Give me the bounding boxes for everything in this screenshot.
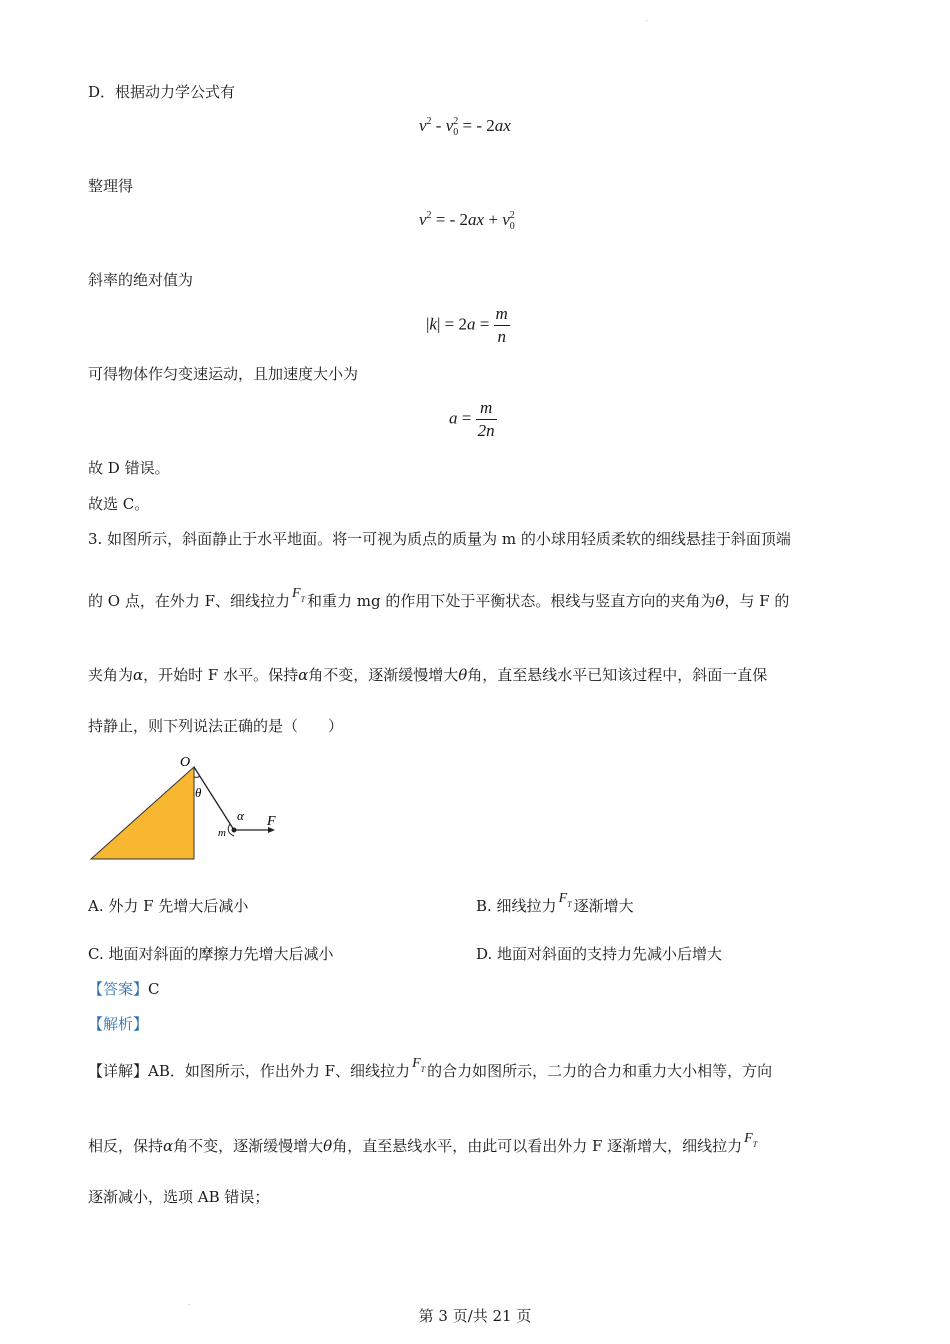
footer-mark: · (188, 1302, 190, 1309)
analysis-tag: 【解析】 (88, 1015, 149, 1033)
q3-line1: 3. 如图所示，斜面静止于水平地面。将一可视为质点的质量为 m 的小球用轻质柔软的细线悬挂于斜面顶端 (88, 530, 791, 548)
detail-line2: 相反，保持α角不变，逐渐缓慢增大θ角，直至悬线水平，由此可以看出外力 F 逐渐增大，细线拉力 $F_T$ (88, 1131, 758, 1155)
incline-figure (80, 750, 290, 865)
choice-text: 故选 C。 (88, 495, 150, 513)
theta-arc (194, 776, 200, 777)
incline (91, 767, 194, 859)
part-d-label: D．根据动力学公式有 (88, 83, 236, 101)
answer-tag: 【答案】 (88, 980, 149, 998)
label-f: F (267, 814, 276, 829)
page-footer: 第 3 页/共 21 页 (418, 1307, 532, 1325)
q3-line4: 持静止，则下列说法正确的是（ ） (88, 717, 344, 735)
q3-line3: 夹角为α，开始时 F 水平。保持α角不变，逐渐缓慢增大θ角，直至悬线水平已知该过程中，斜面一直保 (88, 666, 768, 684)
equation-3: |k| = 2a = $\frac{m}{n}$ (426, 304, 508, 346)
detail-tag: 【详解】 (88, 1062, 149, 1080)
detail-line1: 【详解】AB．如图所示，作出外力 F、细线拉力 $F_T$ 的合力如图所示，二力的合力和重力大小相等，方向 (88, 1056, 773, 1080)
answer-value: C (148, 980, 160, 998)
option-c: C. 地面对斜面的摩擦力先增大后减小 (88, 945, 334, 963)
option-d: D. 地面对斜面的支持力先减小后增大 (476, 945, 723, 963)
equation-1: $v^2 - v_0^2$ = - 2ax (419, 116, 511, 138)
label-theta: θ (195, 785, 202, 800)
option-b: B. 细线拉力 $F_T$ 逐渐增大 (476, 891, 634, 915)
label-m: m (218, 827, 226, 839)
label-alpha: α (237, 808, 244, 823)
conclusion-text: 可得物体作匀变速运动，且加速度大小为 (88, 365, 359, 383)
answer-line (88, 979, 160, 999)
equation-4: a = $\frac{m}{2n}$ (449, 398, 495, 440)
result-text: 故 D 错误。 (88, 459, 170, 477)
header-mark: · (646, 18, 648, 25)
q3-line2: 的 O 点，在外力 F、细线拉力 $F_T$ 和重力 mg 的作用下处于平衡状态。根线与竖直方向的夹角为θ，与 F 的 (88, 586, 790, 610)
organize-text: 整理得 (88, 177, 134, 195)
slope-text: 斜率的绝对值为 (88, 271, 194, 289)
label-o: O (180, 755, 191, 770)
detail-line3: 逐渐减小，选项 AB 错误； (88, 1188, 270, 1206)
option-a: A. 外力 F 先增大后减小 (88, 897, 249, 915)
equation-2: $v^2$ = - $2ax + v_0^2$ (419, 210, 515, 232)
